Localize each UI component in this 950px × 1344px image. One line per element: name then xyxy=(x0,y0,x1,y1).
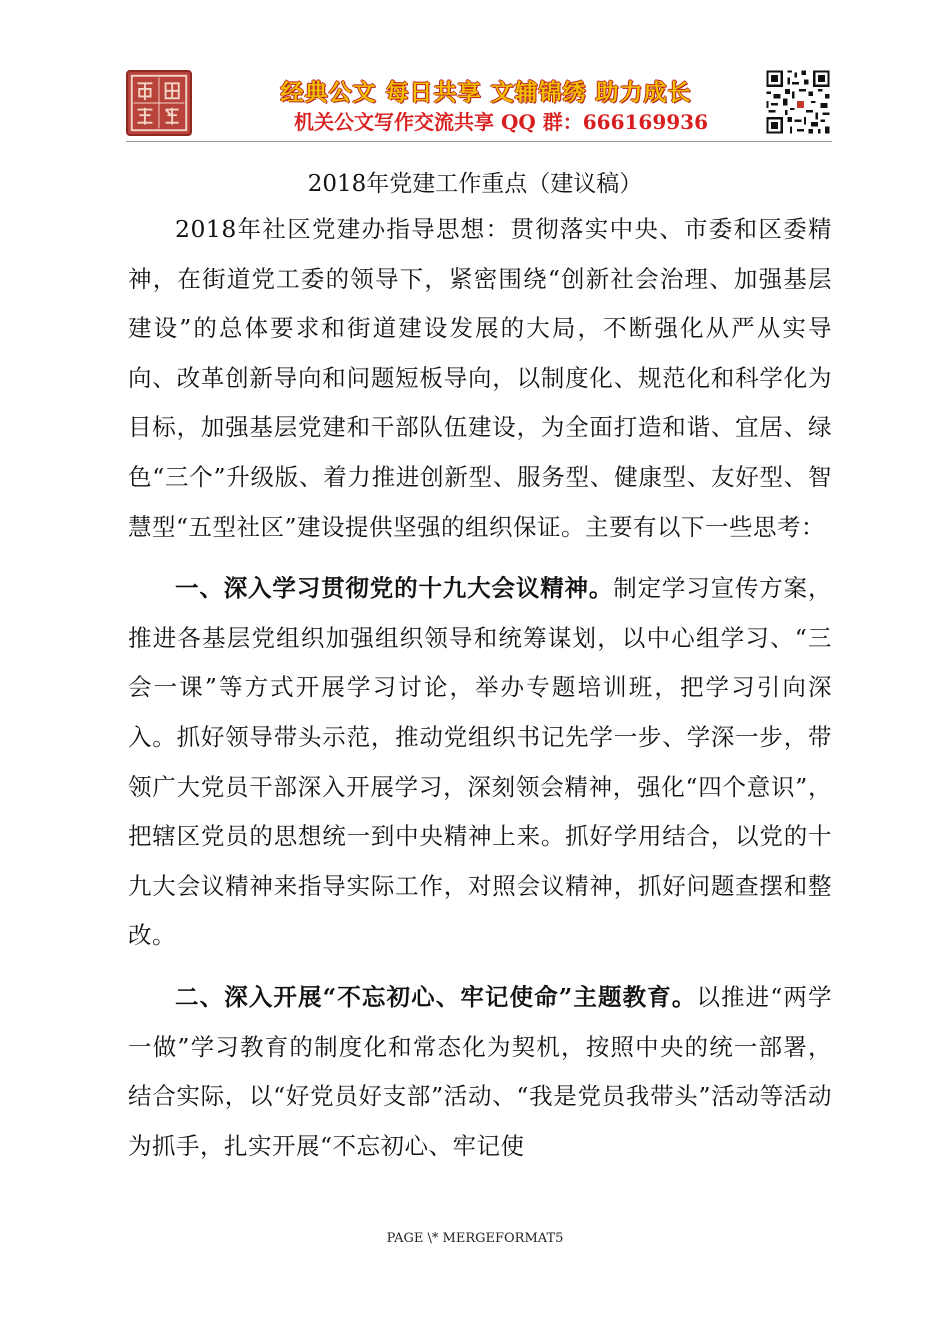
page-header xyxy=(126,66,832,140)
section-2-heading: 二、深入开展“不忘初心、牢记使命”主题教育。 xyxy=(175,982,697,1011)
seal-logo xyxy=(126,70,192,136)
section-1-body: 制定学习宣传方案，推进各基层党组织加强组织领导和统筹谋划，以中心组学习、“三会一课”等方式开展学习讨论，举办专题培训班，把学习引向深入。抓好领导带头示范，推动党组织书记先学一步、学深一步，带领广大党员干部深入开展学习，深刻领会精神，强化“四个意识”，把辖区党员的思想统一到中央精神上来。抓好学用结合，以党的十九大会议精神来指导实际工作，对照会议精神，抓好问题查摆和整改。 xyxy=(128,574,833,950)
qq-group-line: 机关公文写作交流共享 QQ 群：666169936 xyxy=(293,110,708,134)
section-2-paragraph xyxy=(128,973,832,1171)
header-slogan: 经典公文 每日共享 文辅锦绣 助力成长 xyxy=(280,80,692,106)
document-title: 2018年党建工作重点（建议稿） xyxy=(307,171,643,197)
section-2-body: 以推进“两学一做”学习教育的制度化和常态化为契机，按照中央的统一部署，结合实际，以“好党员好支部”活动、“我是党员我带头”活动等活动为抓手，扎实开展“不忘初心、牢记使 xyxy=(128,982,832,1160)
document-body xyxy=(128,205,832,1183)
section-1-heading: 一、深入学习贯彻党的十九大会议精神。 xyxy=(175,574,614,603)
qr-code-icon xyxy=(764,68,832,136)
page-footer: PAGE \* MERGEFORMAT5 xyxy=(386,1231,564,1246)
seal-graphic xyxy=(128,72,190,134)
intro-paragraph: 2018年社区党建办指导思想：贯彻落实中央、市委和区委精神，在街道党工委的领导下，紧密围绕“创新社会治理、加强基层建设”的总体要求和街道建设发展的大局，不断强化从严从实导向、改革创新导向和问题短板导向，以制度化、规范化和科学化为目标，加强基层党建和干部队伍建设，为全面打造和谐、宜居、绿色“三个”升级版、着力推进创新型、服务型、健康型、友好型、智慧型“五型社区”建设提供坚强的组织保证。主要有以下一些思考： xyxy=(128,215,832,541)
section-1-paragraph xyxy=(128,564,832,961)
header-divider xyxy=(126,141,832,142)
